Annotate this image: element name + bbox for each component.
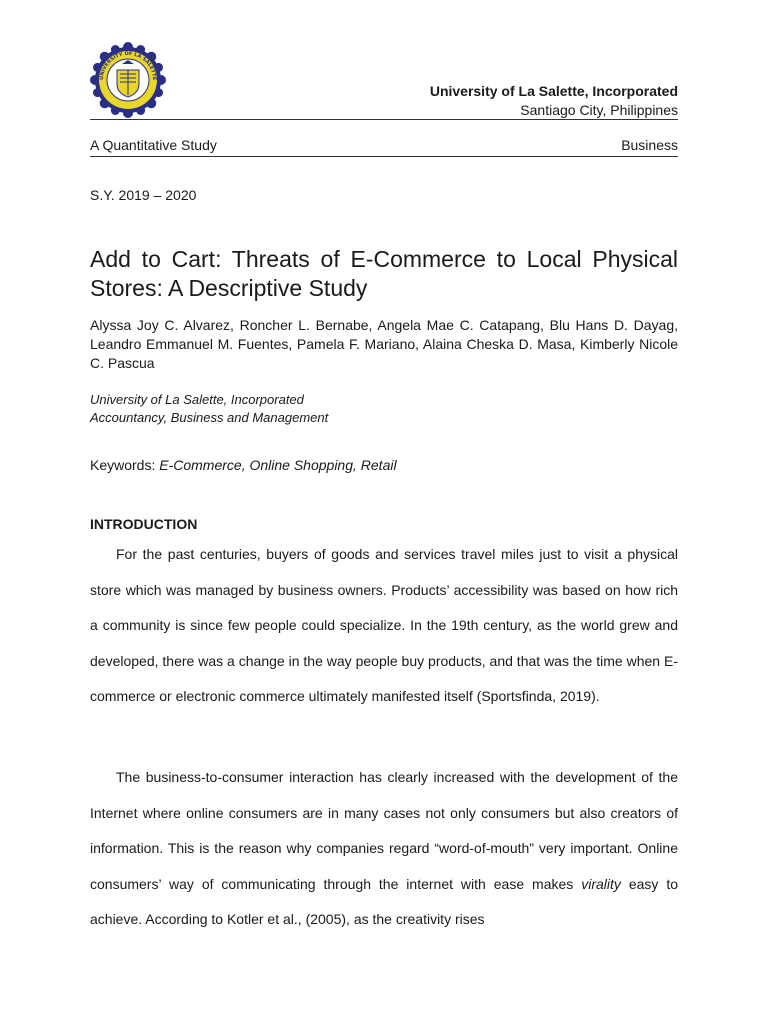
intro-paragraph: For the past centuries, buyers of goods and services travel miles just to visit a physical store which was managed by business owners. Products’ accessibility was based on how rich a community is since few people could specialize. In the 19th century, as the world grew and developed, there was a change in the way people buy products, and that was the time when E-commerce or electronic commerce ultimately manifested itself (Sportsfinda, 2019).: [90, 546, 678, 705]
study-type: A Quantitative Study: [90, 137, 217, 153]
keywords-label: Keywords:: [90, 457, 156, 473]
header-divider: [90, 119, 678, 120]
school-year: S.Y. 2019 – 2020: [90, 187, 197, 203]
paper-title: Add to Cart: Threats of E-Commerce to Local Physical Stores: A Descriptive Study: [90, 246, 678, 301]
keywords-values: E-Commerce, Online Shopping, Retail: [159, 457, 397, 473]
study-meta-row: [90, 137, 678, 153]
intro-paragraph-text: The business-to-consumer interaction has clearly increased with the development of the Internet where online consumers are in many cases not only consumers but also creators of information. This is the reason why companies regard “word-of-mouth” very important. Online consumers’ way of communicating through the internet with ease makes: [90, 769, 678, 892]
institution-block: [430, 82, 678, 120]
affiliation-strand: Accountancy, Business and Management: [90, 410, 329, 425]
affiliation-institution: University of La Salette, Incorporated: [90, 392, 304, 407]
intro-paragraph: [90, 760, 678, 938]
institution-name: University of La Salette, Incorporated: [429, 83, 678, 99]
intro-paragraph-emphasis: virality: [581, 875, 621, 892]
introduction-heading: INTRODUCTION: [90, 516, 198, 532]
meta-divider: [90, 156, 678, 157]
study-field: Business: [621, 137, 678, 153]
university-seal-logo-icon: [88, 40, 168, 120]
seal-ring-text: UNIVERSITY OF LA SALETTE: [98, 50, 158, 81]
institution-location: Santiago City, Philippines: [520, 102, 678, 118]
intro-paragraph-text: easy to achieve. According to Kotler et al., (2005), as the creativity rises: [90, 875, 678, 928]
keywords: [90, 457, 397, 473]
paper-authors: Alyssa Joy C. Alvarez, Roncher L. Bernabe, Angela Mae C. Catapang, Blu Hans D. Dayag, Leandro Emmanuel M. Fuentes, Pamela F. Mariano, Alaina Cheska D. Masa, Kimberly Nicole C. Pascua: [90, 317, 678, 371]
author-affiliation: [90, 391, 328, 427]
